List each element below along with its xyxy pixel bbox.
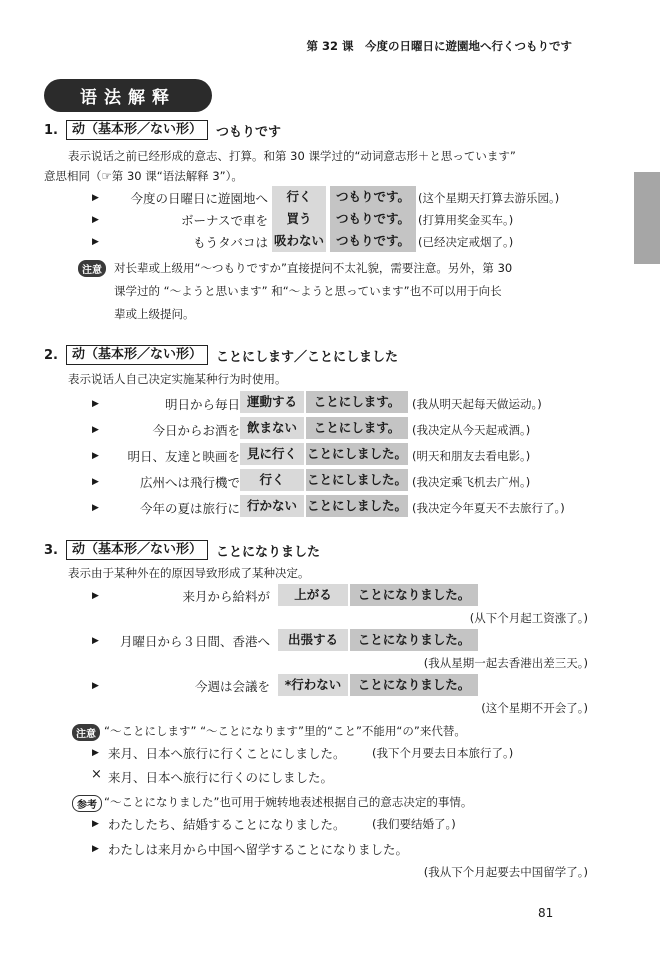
example-verb: 買う	[272, 208, 326, 230]
example-pattern: つもりです。	[330, 230, 416, 252]
bullet-icon: ▶	[92, 193, 99, 203]
example-pattern: ことにします。	[306, 391, 408, 413]
section-number: 3.	[44, 542, 58, 558]
bullet-icon: ▶	[92, 425, 99, 435]
example-translation: (已经决定戒烟了。)	[418, 235, 514, 249]
example-translation: (这个星期天打算去游乐园。)	[418, 191, 560, 205]
bullet-icon: ▶	[92, 636, 99, 646]
pattern-box: 动（基本形／ない形）	[66, 345, 208, 365]
example-prefix: 今度の日曜日に遊園地へ	[130, 191, 268, 206]
example-translation: (我下个月要去日本旅行了。)	[372, 746, 514, 760]
example-verb: 行かない	[240, 495, 304, 517]
example-verb: 行く	[272, 186, 326, 208]
section-title: つもりです	[216, 124, 282, 140]
example-translation: (这个星期不开会了。)	[481, 701, 588, 715]
pattern-box: 动（基本形／ない形）	[66, 540, 208, 560]
section-number: 2.	[44, 347, 58, 363]
example-translation: (我决定乘飞机去广州。)	[412, 475, 531, 489]
bullet-icon: ▶	[92, 748, 99, 758]
example-translation: (明天和朋友去看电影。)	[412, 449, 531, 463]
pattern-box: 动（基本形／ない形）	[66, 120, 208, 140]
example-translation: (从下个月起工资涨了。)	[469, 611, 588, 625]
example-prefix: 明日、友達と映画を	[127, 449, 240, 464]
caution-note: “～ことにします” “～ことになります”里的“こと”不能用“の”来代替。	[104, 724, 466, 738]
reference-note: “～ことになりました”也可用于婉转地表述根据自己的意志决定的事情。	[104, 795, 473, 809]
example-verb: 行く	[240, 469, 304, 491]
example-verb: 見に行く	[240, 443, 304, 465]
bullet-icon: ▶	[92, 503, 99, 513]
example-translation: (我决定从今天起戒酒。)	[412, 423, 531, 437]
example-prefix: 今週は会議を	[194, 679, 270, 694]
example-prefix: 今日からお酒を	[152, 423, 240, 438]
bullet-icon: ▶	[92, 477, 99, 487]
example-prefix: 明日から毎日	[164, 397, 240, 412]
example-translation: (打算用奖金买车。)	[418, 213, 514, 227]
example-pattern: ことにしました。	[306, 443, 408, 465]
example-translation: (我们要结婚了。)	[372, 817, 456, 831]
bullet-icon: ▶	[92, 819, 99, 829]
example-verb: 運動する	[240, 391, 304, 413]
wrong-example: 来月、日本へ旅行に行くのにしました。	[108, 770, 334, 785]
caution-icon: 注意	[72, 722, 100, 741]
example-pattern: ことにしました。	[306, 469, 408, 491]
bullet-icon: ▶	[92, 451, 99, 461]
section-banner: 语法解释	[44, 79, 212, 112]
example-prefix: 今年の夏は旅行に	[139, 501, 240, 516]
caution-note-cont: 辈或上级提问。	[114, 307, 195, 321]
section-number: 1.	[44, 122, 58, 138]
example-translation: (我决定今年夏天不去旅行了。)	[412, 501, 565, 515]
example-translation: (我从明天起每天做运动。)	[412, 397, 542, 411]
example-translation: (我从星期一起去香港出差三天。)	[423, 656, 588, 670]
example-pattern: ことにしました。	[306, 495, 408, 517]
section-3-heading	[44, 540, 320, 560]
page-header: 第 32 课 今度の日曜日に遊園地へ行くつもりです	[306, 39, 572, 53]
caution-icon: 注意	[78, 258, 106, 277]
example-verb: 出張する	[278, 629, 348, 651]
example-prefix: 広州へは飛行機で	[139, 475, 240, 490]
example-verb: 飲まない	[240, 417, 304, 439]
section-title: ことになりました	[216, 544, 321, 560]
reference-example: わたしは来月から中国へ留学することになりました。	[108, 842, 409, 857]
example-pattern: つもりです。	[330, 186, 416, 208]
bullet-icon: ▶	[92, 215, 99, 225]
correct-example: 来月、日本へ旅行に行くことにしました。	[108, 746, 346, 761]
section-1-heading	[44, 120, 281, 140]
example-translation: (我从下个月起要去中国留学了。)	[423, 865, 588, 879]
example-verb: *行わない	[278, 674, 348, 696]
example-pattern: ことになりました。	[350, 629, 478, 651]
section-1-desc: 表示说话之前已经形成的意志、打算。和第 30 课学过的“动词意志形＋と思っています”	[68, 149, 516, 163]
bullet-icon: ▶	[92, 844, 99, 854]
reference-example: わたしたち、結婚することになりました。	[108, 817, 346, 832]
caution-note: 对长辈或上级用“～つもりですか”直接提问不太礼貌，需要注意。另外，第 30	[114, 261, 513, 275]
chapter-side-tab	[634, 172, 660, 264]
cross-icon: ×	[91, 767, 102, 782]
bullet-icon: ▶	[92, 681, 99, 691]
bullet-icon: ▶	[92, 237, 99, 247]
section-title: ことにします／ことにしました	[216, 349, 399, 365]
section-2-desc: 表示说话人自己决定实施某种行为时使用。	[68, 372, 287, 386]
page-number: 81	[538, 906, 554, 920]
section-1-desc-cont: 意思相同（☞第 30 课“语法解释 3”）。	[44, 169, 243, 183]
caution-note-cont: 课学过的 “～ようと思います” 和“～ようと思っています”也不可以用于向长	[114, 284, 502, 298]
example-pattern: ことになりました。	[350, 674, 478, 696]
example-prefix: ボーナスで車を	[180, 213, 268, 228]
example-verb: 吸わない	[272, 230, 326, 252]
example-prefix: もうタバコは	[193, 235, 268, 250]
section-3-desc: 表示由于某种外在的原因导致形成了某种决定。	[68, 566, 310, 580]
example-pattern: ことになりました。	[350, 584, 478, 606]
example-verb: 上がる	[278, 584, 348, 606]
bullet-icon: ▶	[92, 399, 99, 409]
bullet-icon: ▶	[92, 591, 99, 601]
example-prefix: 来月から給料が	[182, 589, 270, 604]
reference-icon: 参考	[72, 793, 102, 812]
section-2-heading	[44, 345, 398, 365]
example-pattern: ことにします。	[306, 417, 408, 439]
example-prefix: 月曜日から３日間、香港へ	[119, 634, 270, 649]
example-pattern: つもりです。	[330, 208, 416, 230]
